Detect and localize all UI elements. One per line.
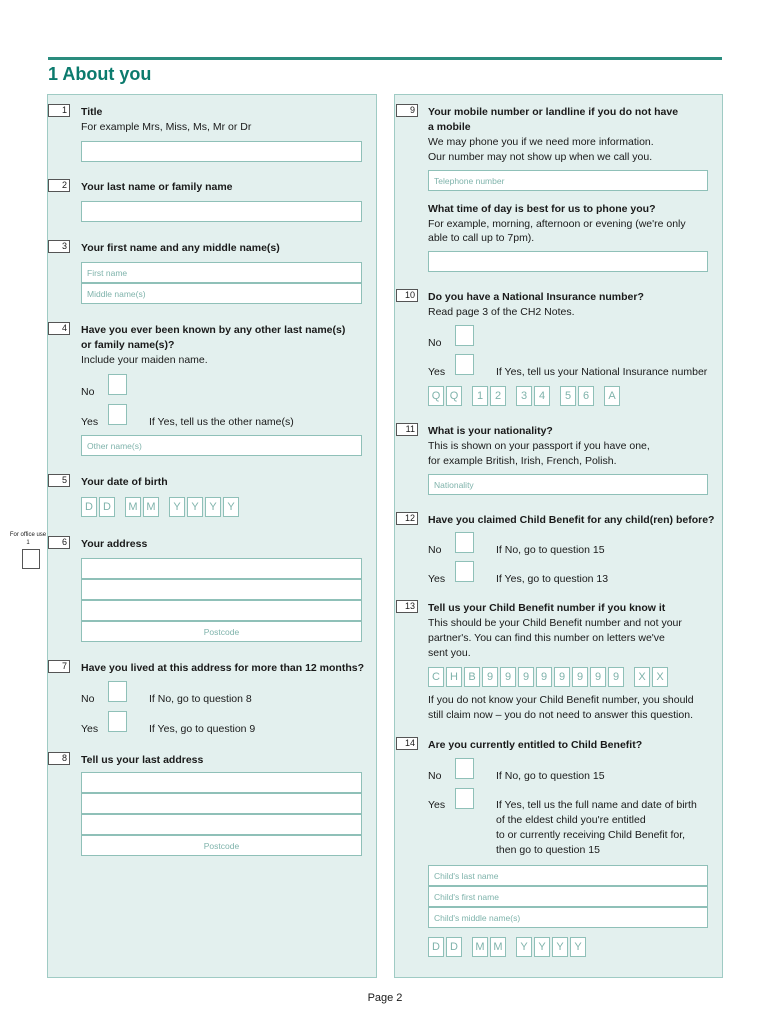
child-dob-cells: [428, 937, 588, 957]
question-hint: sent you.: [428, 647, 471, 659]
no-checkbox[interactable]: [455, 532, 474, 553]
yes-note: of the eldest child you're entitled: [496, 814, 646, 826]
dob-cell[interactable]: Y: [169, 497, 185, 517]
no-label: No: [428, 337, 442, 349]
no-note: If No, go to question 15: [496, 770, 605, 782]
question-hint: We may phone you if we need more information.: [428, 136, 654, 148]
cb-cell[interactable]: 9: [518, 667, 534, 687]
cb-cell[interactable]: 9: [554, 667, 570, 687]
question-title: Have you lived at this address for more than 12 months?: [81, 662, 364, 674]
no-checkbox[interactable]: [108, 681, 127, 702]
yes-label: Yes: [428, 799, 446, 811]
question-number: 2: [48, 179, 70, 192]
other-names-input[interactable]: Other name(s): [81, 435, 362, 456]
question-number: 3: [48, 240, 70, 253]
question-number: 5: [48, 474, 70, 487]
dob-cell[interactable]: M: [143, 497, 159, 517]
question-title: Do you have a National Insurance number?: [428, 291, 644, 303]
ni-cell[interactable]: 1: [472, 386, 488, 406]
question-number: 9: [396, 104, 418, 117]
yes-label: Yes: [81, 723, 99, 735]
yes-note: If Yes, go to question 13: [496, 573, 609, 585]
question-hint: Read page 3 of the CH2 Notes.: [428, 306, 575, 318]
office-use-label: For office use 1: [9, 532, 47, 546]
ni-cell[interactable]: Q: [428, 386, 444, 406]
question-title: Have you claimed Child Benefit for any child(ren) before?: [428, 514, 715, 526]
no-note: If No, go to question 15: [496, 544, 605, 556]
last-address-line-1[interactable]: [81, 772, 362, 793]
call-time-input[interactable]: [428, 251, 708, 272]
question-hint: For example, morning, afternoon or evening (we're only: [428, 218, 686, 230]
cb-cell[interactable]: 9: [500, 667, 516, 687]
child-dob-cell[interactable]: Y: [552, 937, 568, 957]
question-number: 11: [396, 423, 418, 436]
question-title: Title: [81, 106, 103, 118]
address-line-2[interactable]: [81, 579, 362, 600]
no-label: No: [81, 693, 95, 705]
child-dob-cell[interactable]: Y: [534, 937, 550, 957]
question-number: 12: [396, 512, 418, 525]
question-title: Your mobile number or landline if you do not have: [428, 106, 679, 118]
cb-cell[interactable]: H: [446, 667, 462, 687]
question-note: If you do not know your Child Benefit number, you should: [428, 694, 694, 706]
yes-note: If Yes, tell us your National Insurance number: [496, 366, 708, 378]
address-line-3[interactable]: [81, 600, 362, 621]
question-note: still claim now – you do not need to answer this question.: [428, 709, 693, 721]
question-number: 6: [48, 536, 70, 549]
yes-checkbox[interactable]: [108, 711, 127, 732]
child-dob-cell[interactable]: M: [490, 937, 506, 957]
question-hint: This is shown on your passport if you have one,: [428, 440, 650, 452]
child-last-name-input[interactable]: Child's last name: [428, 865, 708, 886]
yes-label: Yes: [428, 366, 446, 378]
question-number: 7: [48, 660, 70, 673]
yes-note: If Yes, tell us the full name and date of birth: [496, 799, 697, 811]
child-middle-name-input[interactable]: Child's middle name(s): [428, 907, 708, 928]
ni-cell[interactable]: 4: [534, 386, 550, 406]
dob-cell[interactable]: Y: [223, 497, 239, 517]
no-note: If No, go to question 8: [149, 693, 252, 705]
question-hint: This should be your Child Benefit number and not your: [428, 617, 682, 629]
yes-checkbox[interactable]: [455, 354, 474, 375]
cb-cell[interactable]: X: [634, 667, 650, 687]
question-title: What time of day is best for us to phone you?: [428, 203, 656, 215]
child-dob-cell[interactable]: Y: [570, 937, 586, 957]
ni-cell[interactable]: 6: [578, 386, 594, 406]
cb-cell[interactable]: 9: [572, 667, 588, 687]
cb-cell[interactable]: B: [464, 667, 480, 687]
telephone-input[interactable]: Telephone number: [428, 170, 708, 191]
cb-cell[interactable]: 9: [590, 667, 606, 687]
question-title: Tell us your last address: [81, 754, 204, 766]
cb-cell[interactable]: 9: [536, 667, 552, 687]
dob-cell[interactable]: M: [125, 497, 141, 517]
no-label: No: [428, 544, 442, 556]
yes-label: Yes: [81, 416, 99, 428]
cb-cell[interactable]: 9: [608, 667, 624, 687]
address-line-1[interactable]: [81, 558, 362, 579]
yes-checkbox[interactable]: [455, 561, 474, 582]
page-number: Page 2: [367, 992, 403, 1004]
no-checkbox[interactable]: [455, 758, 474, 779]
title-input[interactable]: [81, 141, 362, 162]
section-title: 1 About you: [48, 64, 152, 84]
ni-cell[interactable]: 3: [516, 386, 532, 406]
ni-cell[interactable]: A: [604, 386, 620, 406]
question-number: 10: [396, 289, 418, 302]
question-number: 14: [396, 737, 418, 750]
no-label: No: [81, 386, 95, 398]
question-title: Your address: [81, 538, 148, 550]
dob-cells: [81, 497, 241, 517]
question-hint: For example Mrs, Miss, Ms, Mr or Dr: [81, 121, 252, 133]
question-title: Tell us your Child Benefit number if you know it: [428, 602, 666, 614]
question-hint: able to call up to 7pm).: [428, 232, 535, 244]
question-title: or family name(s)?: [81, 339, 175, 351]
yes-note: If Yes, go to question 9: [149, 723, 256, 735]
question-number: 13: [396, 600, 418, 613]
question-title: Your first name and any middle name(s): [81, 242, 280, 254]
dob-cell[interactable]: D: [81, 497, 97, 517]
question-hint: Include your maiden name.: [81, 354, 208, 366]
nationality-input[interactable]: Nationality: [428, 474, 708, 495]
yes-note: If Yes, tell us the other name(s): [149, 416, 294, 428]
child-benefit-cells: [428, 667, 670, 687]
yes-checkbox[interactable]: [108, 404, 127, 425]
office-use-box: [22, 549, 40, 569]
cb-cell[interactable]: C: [428, 667, 444, 687]
question-number: 1: [48, 104, 70, 117]
dob-cell[interactable]: Y: [187, 497, 203, 517]
no-label: No: [428, 770, 442, 782]
child-dob-cell[interactable]: D: [446, 937, 462, 957]
last-postcode-input[interactable]: Postcode: [81, 835, 362, 856]
ni-cell[interactable]: 2: [490, 386, 506, 406]
cb-cell[interactable]: 9: [482, 667, 498, 687]
child-dob-cell[interactable]: Y: [516, 937, 532, 957]
yes-note: to or currently receiving Child Benefit for,: [496, 829, 686, 841]
question-title: Are you currently entitled to Child Benefit?: [428, 739, 643, 751]
question-title: a mobile: [428, 121, 471, 133]
ni-number-cells: [428, 386, 622, 406]
dob-cell[interactable]: Y: [205, 497, 221, 517]
yes-label: Yes: [428, 573, 446, 585]
last-name-input[interactable]: [81, 201, 362, 222]
question-number: 8: [48, 752, 70, 765]
postcode-input[interactable]: Postcode: [81, 621, 362, 642]
question-title: What is your nationality?: [428, 425, 553, 437]
child-first-name-input[interactable]: Child's first name: [428, 886, 708, 907]
yes-checkbox[interactable]: [455, 788, 474, 809]
question-title: Your date of birth: [81, 476, 168, 488]
section-rule: [48, 57, 722, 60]
child-dob-cell[interactable]: D: [428, 937, 444, 957]
question-hint: for example British, Irish, French, Polish.: [428, 455, 617, 467]
yes-note: then go to question 15: [496, 844, 600, 856]
last-address-line-2[interactable]: [81, 793, 362, 814]
no-checkbox[interactable]: [108, 374, 127, 395]
no-checkbox[interactable]: [455, 325, 474, 346]
ni-cell[interactable]: Q: [446, 386, 462, 406]
question-hint: partner's. You can find this number on letters we've: [428, 632, 665, 644]
first-name-input[interactable]: First name: [81, 262, 362, 283]
ni-cell[interactable]: 5: [560, 386, 576, 406]
middle-name-input[interactable]: Middle name(s): [81, 283, 362, 304]
question-title: Your last name or family name: [81, 181, 233, 193]
child-dob-cell[interactable]: M: [472, 937, 488, 957]
question-number: 4: [48, 322, 70, 335]
dob-cell[interactable]: D: [99, 497, 115, 517]
last-address-line-3[interactable]: [81, 814, 362, 835]
cb-cell[interactable]: X: [652, 667, 668, 687]
question-title: Have you ever been known by any other last name(s): [81, 324, 346, 336]
question-hint: Our number may not show up when we call you.: [428, 151, 653, 163]
